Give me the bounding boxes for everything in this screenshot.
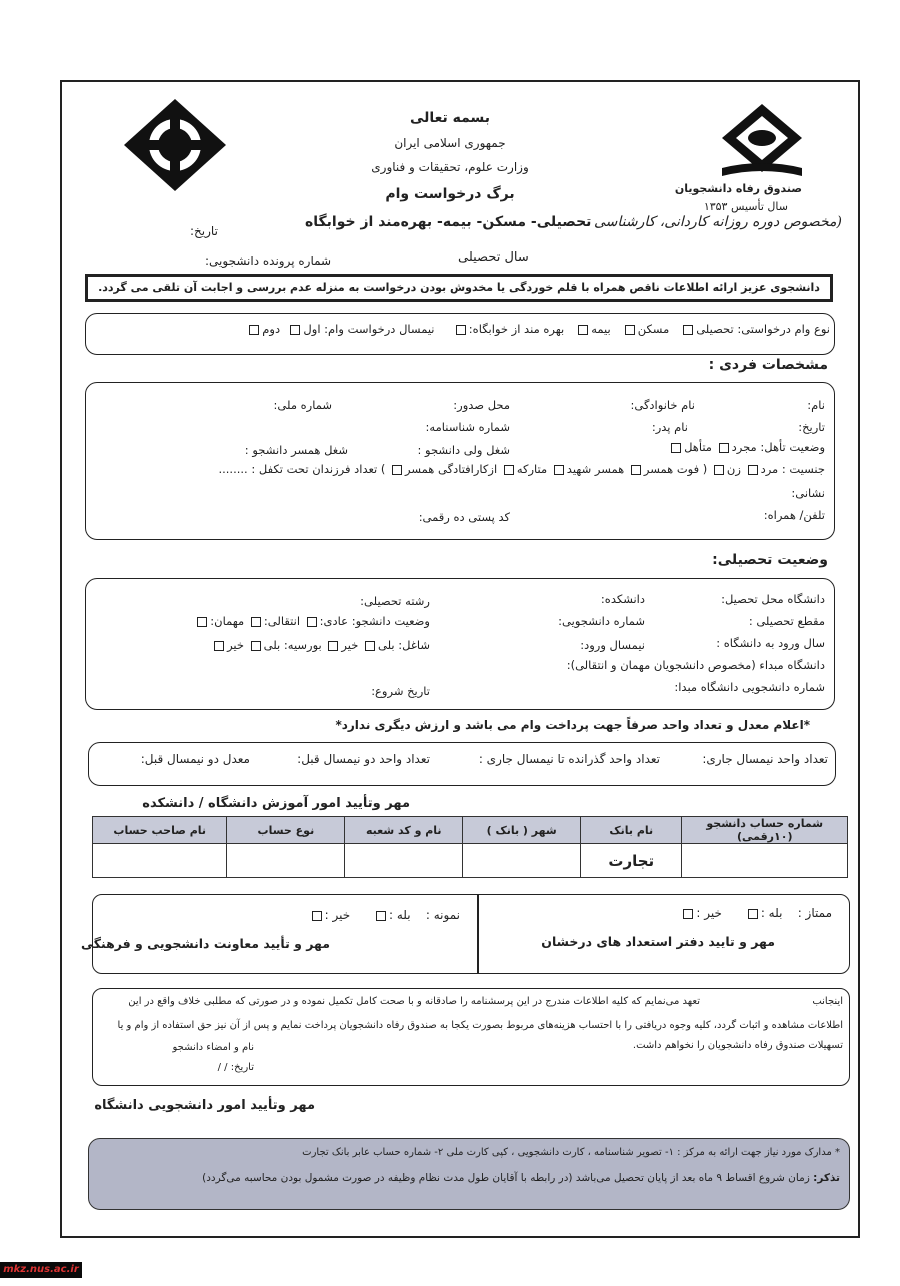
checkbox-model-yes[interactable] xyxy=(376,911,386,921)
form-title: برگ درخواست وام xyxy=(385,186,515,202)
loan-types-title: تحصیلی- مسکن- بیمه- بهره‌مند از خوابگاه xyxy=(305,214,592,230)
checkbox-scholar-yes[interactable] xyxy=(251,641,261,651)
site-watermark: mkz.nus.ac.ir xyxy=(0,1262,82,1278)
branch-cell[interactable] xyxy=(345,844,463,878)
loan-type-row: نوع وام درخواستی: تحصیلی مسکن بیمه بهره مند از خوابگاه: نیمسال درخواست وام: اول دوم xyxy=(246,322,830,336)
checkbox-employed-no[interactable] xyxy=(328,641,338,651)
checkbox-tuition[interactable] xyxy=(683,325,693,335)
checkbox-insurance[interactable] xyxy=(578,325,588,335)
academic-year: سال تحصیلی xyxy=(458,250,529,265)
checkbox-disabled-spouse[interactable] xyxy=(392,465,402,475)
checkbox-excellent-yes[interactable] xyxy=(748,909,758,919)
education-section-title: وضعیت تحصیلی: xyxy=(712,552,828,568)
file-number-label: شماره پرونده دانشجویی: xyxy=(205,254,332,268)
bank-table: نام صاحب حساب نوع حساب نام و کد شعبه شهر ( بانک ) نام بانک شماره حساب دانشجو (۱۰رقمی) تجارت xyxy=(92,816,848,878)
account-type-cell[interactable] xyxy=(227,844,345,878)
checkbox-single[interactable] xyxy=(719,443,729,453)
checkbox-first-semester[interactable] xyxy=(290,325,300,335)
republic-line: جمهوری اسلامی ایران xyxy=(394,136,506,150)
checkbox-excellent-no[interactable] xyxy=(683,909,693,919)
checkbox-male[interactable] xyxy=(748,465,758,475)
checkbox-divorced[interactable] xyxy=(504,465,514,475)
personal-section-title: مشخصات فردی : xyxy=(708,357,828,373)
checkbox-guest[interactable] xyxy=(197,617,207,627)
education-stamp-label: مهر وتأیید امور آموزش دانشگاه / دانشکده xyxy=(142,796,410,811)
city-cell[interactable] xyxy=(463,844,581,878)
checkbox-second-semester[interactable] xyxy=(249,325,259,335)
checkbox-model-no[interactable] xyxy=(312,911,322,921)
checkbox-female[interactable] xyxy=(714,465,724,475)
checkbox-transfer[interactable] xyxy=(251,617,261,627)
notice-text: دانشجوی عزیز ارائه اطلاعات ناقص همراه با قلم خوردگی یا مخدوش بودن درخواست به منزله عدم بررسی و اجابت آن تلقی می گردد. xyxy=(98,281,820,294)
date-label: تاریخ: xyxy=(190,224,218,238)
student-affairs-stamp-label: مهر وتأیید امور دانشجویی دانشگاه xyxy=(94,1098,315,1113)
checkbox-housing[interactable] xyxy=(625,325,635,335)
founded-year: سال تأسیس ۱۳۵۳ xyxy=(703,200,788,213)
bank-name-cell: تجارت xyxy=(581,844,682,878)
checkbox-married[interactable] xyxy=(671,443,681,453)
checkbox-regular[interactable] xyxy=(307,617,317,627)
gpa-note: *اعلام معدل و تعداد واحد صرفاً جهت پرداخت وام می باشد و ارزش دیگری ندارد* xyxy=(335,718,810,732)
bismillah: بسمه تعالی xyxy=(409,110,491,126)
checkbox-deceased-spouse[interactable] xyxy=(631,465,641,475)
account-number-cell[interactable] xyxy=(682,844,848,878)
ministry-line: وزارت علوم، تحقیقات و فناوری xyxy=(371,160,529,174)
handwritten-note: (مخصوص دوره روزانه کاردانی، کارشناسی xyxy=(594,214,842,230)
checkbox-scholar-no[interactable] xyxy=(214,641,224,651)
checkbox-martyr-spouse[interactable] xyxy=(554,465,564,475)
checkbox-employed-yes[interactable] xyxy=(365,641,375,651)
account-holder-cell[interactable] xyxy=(93,844,227,878)
fund-name: صندوق رفاه دانشجویان xyxy=(674,182,802,195)
checkbox-dormitory[interactable] xyxy=(456,325,466,335)
